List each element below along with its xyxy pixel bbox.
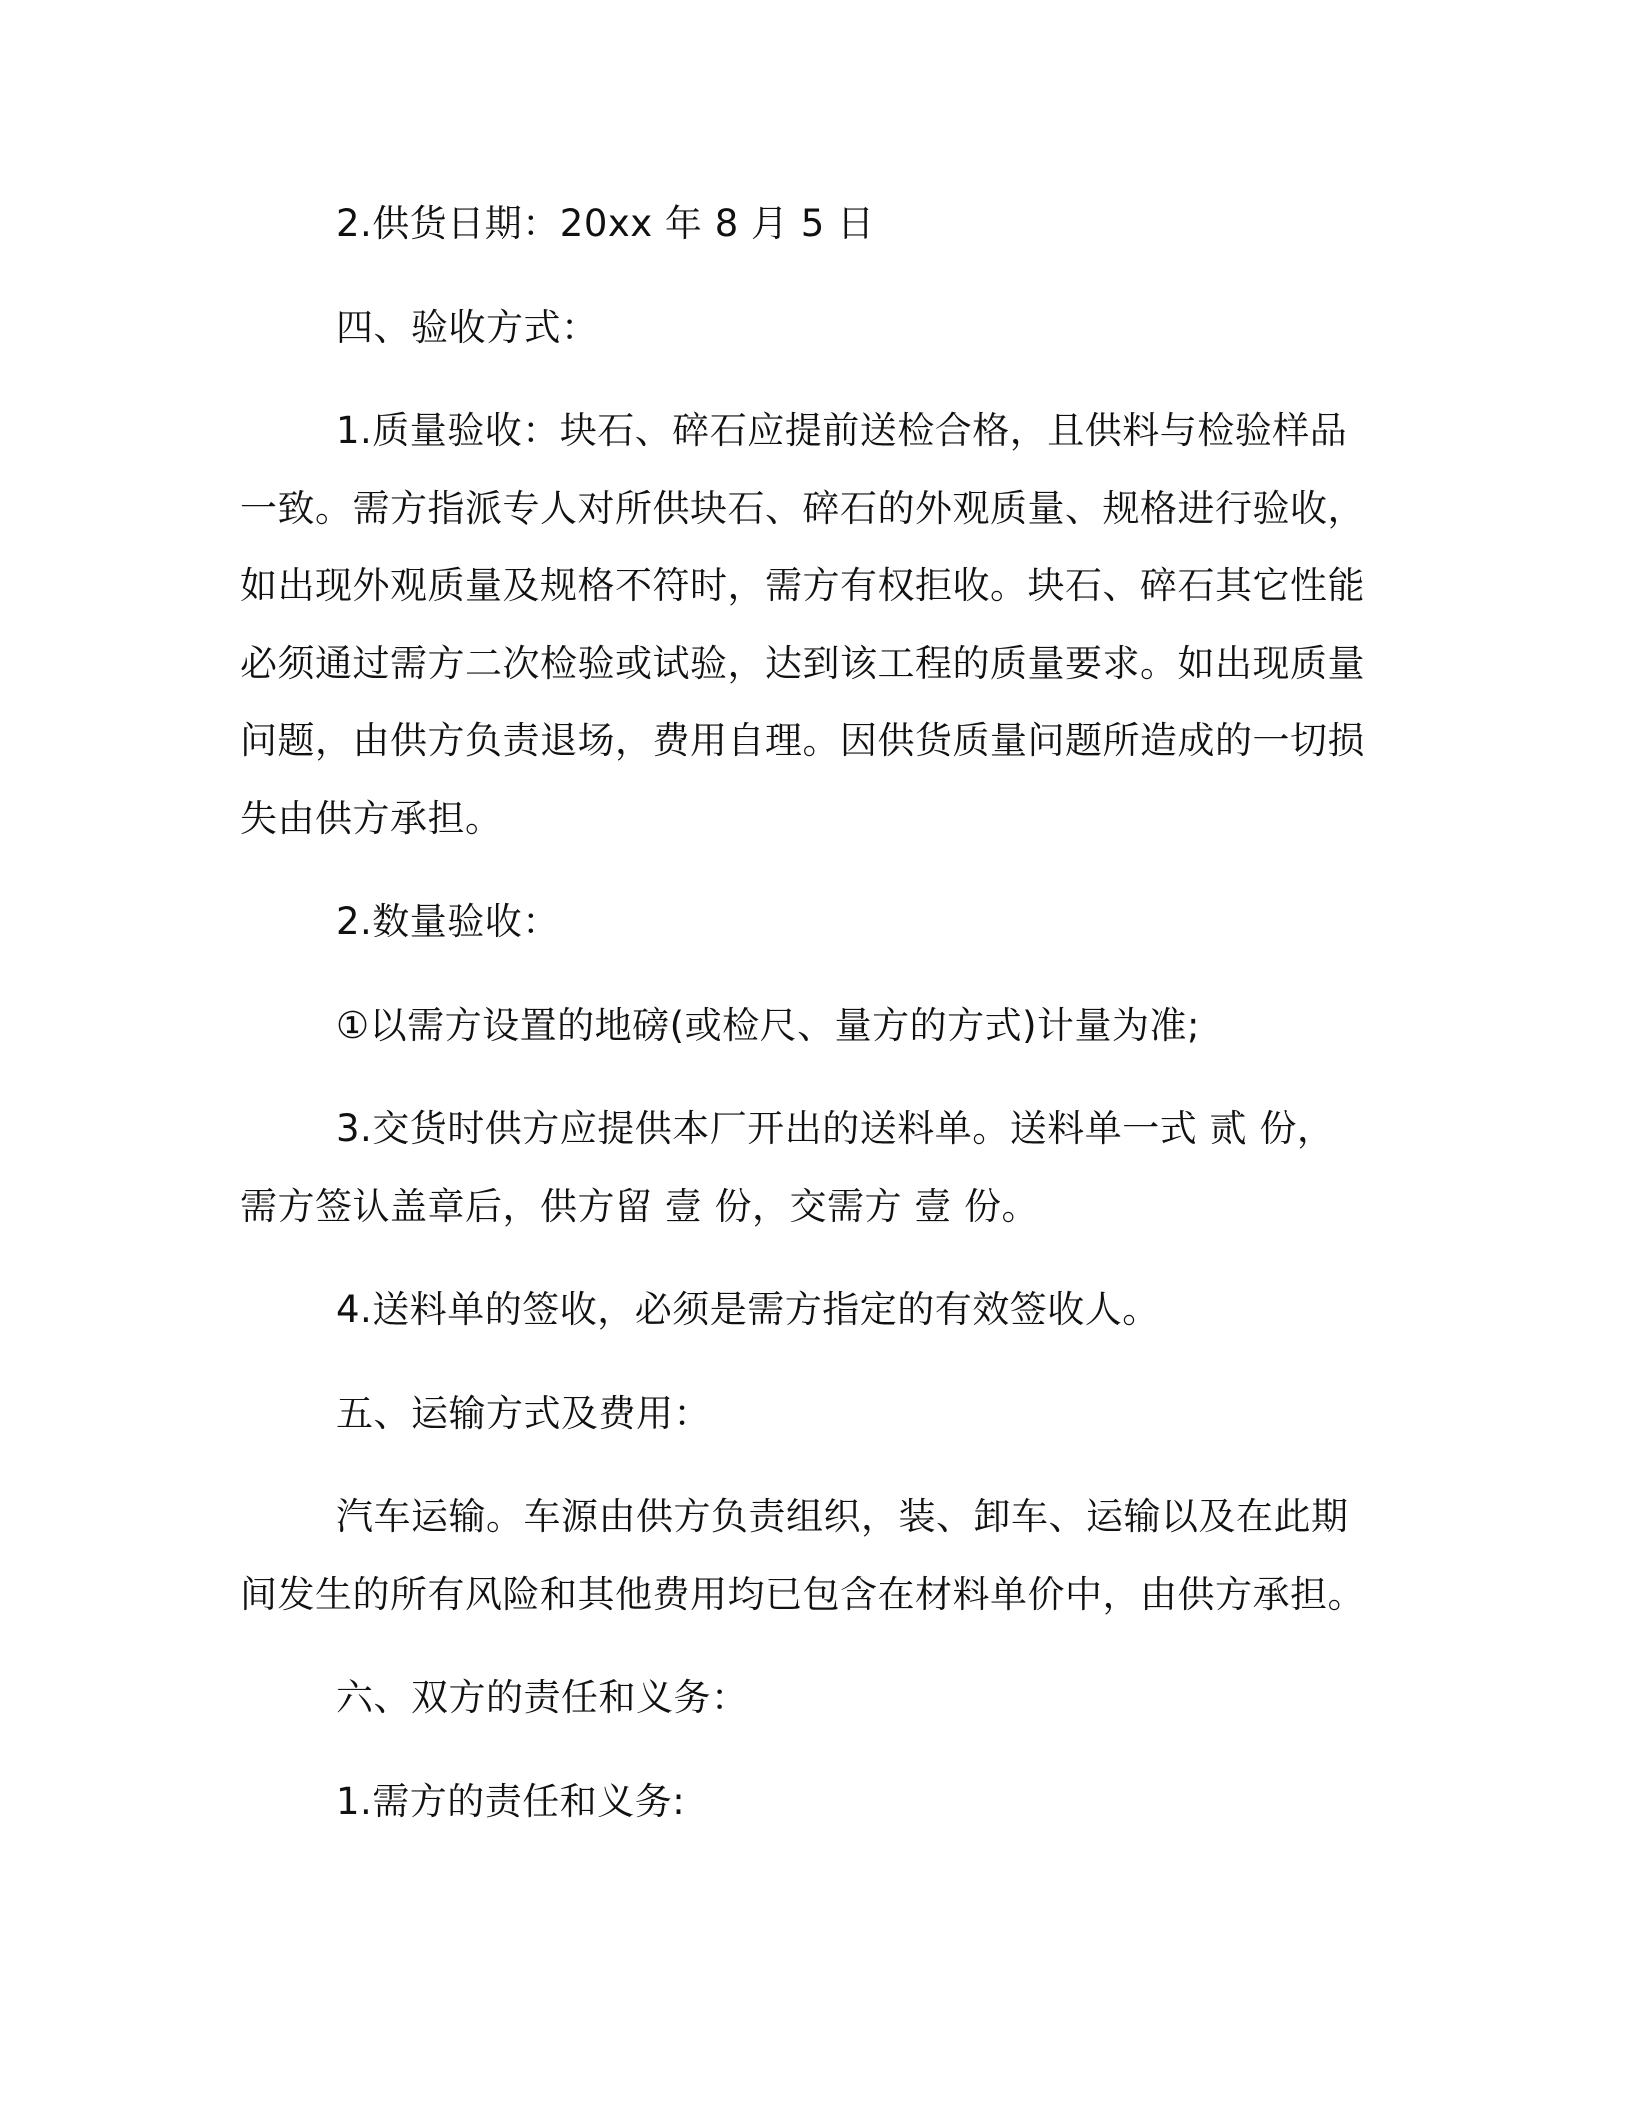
document-body xyxy=(240,185,1370,1840)
transport-paragraph: 汽车运输。车源由供方负责组织，装、卸车、运输以及在此期间发生的所有风险和其他费用均已包含在材料单价中，由供方承担。 xyxy=(240,1495,1365,1616)
quantity-acceptance-heading: 2.数量验收： xyxy=(336,900,560,943)
weighbridge-paragraph: ①以需方设置的地磅(或检尺、量方的方式)计量为准; xyxy=(336,1003,1201,1047)
section-heading-transport: 五、运输方式及费用： xyxy=(336,1391,711,1435)
delivery-note-paragraph: 3.交货时供方应提供本厂开出的送料单。送料单一式 贰 份，需方签认盖章后，供方留 壹 份，交需方 壹 份。 xyxy=(240,1107,1335,1228)
quality-acceptance-paragraph: 1.质量验收：块石、碎石应提前送检合格，且供料与检验样品一致。需方指派专人对所供块石、碎石的外观质量、规格进行验收，如出现外观质量及规格不符时，需方有权拒收。块石、碎石其它性能必须通过需方二次检验或试验，达到该工程的质量要求。如出现质量问题，由供方负责退场，费用自理。因供货质量问题所造成的一切损失由供方承担。 xyxy=(240,409,1365,840)
buyer-responsibilities-heading: 1.需方的责任和义务: xyxy=(336,1779,686,1823)
section-heading-responsibilities: 六、双方的责任和义务： xyxy=(336,1676,749,1719)
delivery-note-signing-paragraph: 4.送料单的签收，必须是需方指定的有效签收人。 xyxy=(336,1288,1160,1331)
section-heading-acceptance: 四、验收方式： xyxy=(336,305,599,349)
supply-date-paragraph: 2.供货日期：20xx 年 8 月 5 日 xyxy=(336,202,875,245)
